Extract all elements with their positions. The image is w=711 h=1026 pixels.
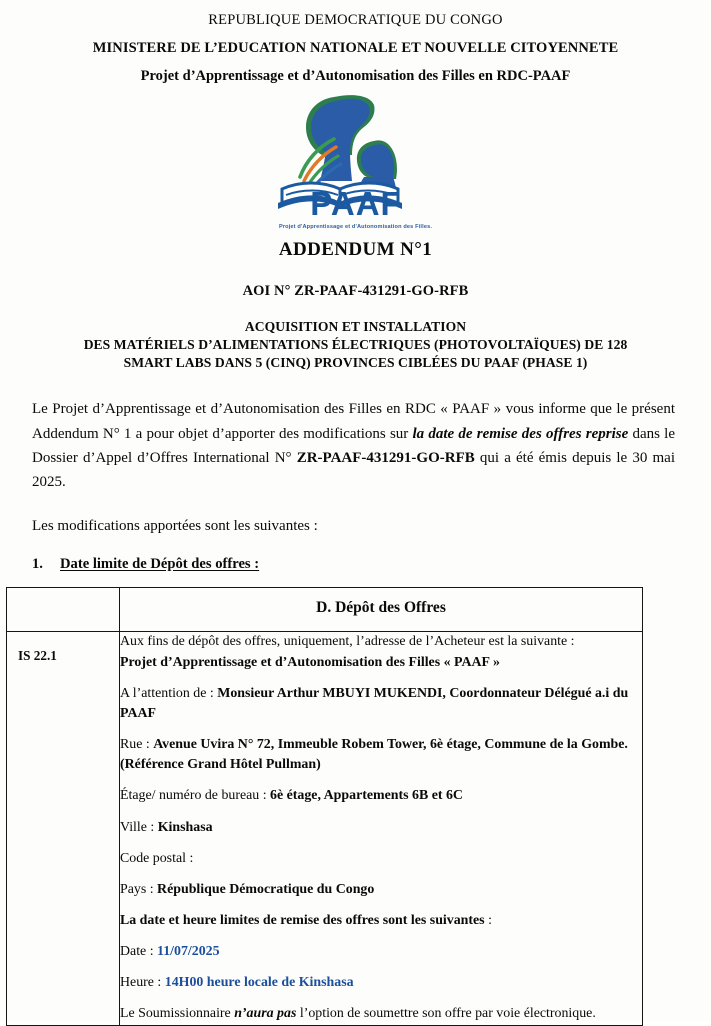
deadline-date-line [120, 942, 642, 962]
table-row-content-cell [120, 632, 643, 1025]
header-ministry-line: MINISTERE DE L’EDUCATION NATIONALE ET NOUVELLE CITOYENNETE [92, 40, 619, 56]
numbered-item-label: Date limite de Dépôt des offres : [60, 556, 260, 573]
table-row-code-cell [7, 632, 120, 1025]
address-intro-bold: Projet d’Apprentissage et d’Autonomisation des Filles « PAAF » [120, 654, 500, 670]
table-header-title: D. Dépôt des Offres [316, 599, 446, 617]
numbered-item-index: 1. [32, 556, 43, 573]
electronic-part-1: Le Soumissionnaire [120, 1006, 235, 1022]
deadline-time-label: Heure : [120, 975, 165, 991]
subject-line-1: ACQUISITION ET INSTALLATION [244, 319, 467, 334]
intro-part-3: qui a été émis depuis le 30 mai 2025. [32, 449, 675, 491]
header-country-line: REPUBLIQUE DEMOCRATIQUE DU CONGO [208, 12, 503, 28]
attention-plain: A l’attention de : [120, 685, 218, 701]
intro-paragraph [32, 397, 675, 494]
table-row-code: IS 22.1 [18, 648, 57, 664]
aoi-reference: AOI N° ZR-PAAF-431291-GO-RFB [242, 283, 469, 299]
table-header-row [7, 588, 643, 632]
table-header-code-cell [7, 588, 120, 632]
floor-line [120, 786, 642, 806]
deadline-time-line [120, 973, 642, 993]
country-plain: Pays : [120, 881, 158, 897]
deadline-heading-bold: La date et heure limites de remise des offres sont les suivantes [120, 912, 485, 928]
deadline-date-label: Date : [120, 944, 158, 960]
street-plain: Rue : [120, 737, 154, 753]
electronic-emphasis: n’aura pas [234, 1006, 297, 1022]
body-area [0, 397, 711, 573]
deadline-heading-line [120, 911, 642, 931]
paaf-logo-icon [256, 89, 456, 221]
electronic-submission-line [120, 1004, 642, 1024]
paaf-logo-tagline: Projet d'Apprentissage et d'Autonomisation des Filles. [278, 224, 433, 230]
deadline-time-value: 14H00 heure locale de Kinshasa [164, 975, 354, 991]
attention-line [120, 684, 642, 724]
attention-bold: Monsieur Arthur MBUYI MUKENDI, Coordonnateur Délégué a.i du PAAF [120, 685, 629, 721]
city-plain: Ville : [120, 819, 158, 835]
deadline-heading-tail: : [484, 912, 492, 928]
postal-code-line [120, 849, 642, 869]
paaf-wordmark-text: PAAF [309, 185, 402, 221]
paaf-logo [0, 89, 711, 224]
intro-emphasis-1: la date de remise des offres reprise [412, 425, 629, 442]
title-block [0, 239, 711, 372]
address-intro-line [120, 632, 642, 672]
postal-code-plain: Code postal : [120, 850, 194, 866]
table-row [7, 632, 643, 1025]
city-line [120, 818, 642, 838]
city-bold: Kinshasa [157, 819, 213, 835]
floor-plain: Étage/ numéro de bureau : [120, 788, 271, 804]
country-line [120, 880, 642, 900]
modifications-intro: Les modifications apportées sont les suivantes : [32, 518, 318, 535]
intro-part-1: Le Projet d’Apprentissage et d’Autonomisation des Filles en RDC « PAAF » vous informe que le présent Addendum N° 1 a pour objet d’apporter des modifications sur [32, 401, 675, 442]
country-bold: République Démocratique du Congo [157, 881, 375, 897]
subject-block [0, 318, 711, 372]
table-header-title-cell [120, 588, 643, 632]
document-title: ADDENDUM N°1 [278, 239, 433, 260]
subject-line-3: SMART LABS DANS 5 (CINQ) PROVINCES CIBLÉES DU PAAF (PHASE 1) [123, 355, 588, 371]
intro-part-2: dans le Dossier d’Appel d’Offres International N° [32, 425, 675, 466]
street-bold: Avenue Uvira N° 72, Immeuble Robem Tower, 6è étage, Commune de la Gombe. (Référence Grand Hôtel Pullman) [120, 737, 628, 773]
header-project-line: Projet d’Apprentissage et d’Autonomisation des Filles en RDC-PAAF [140, 68, 571, 84]
address-intro-plain: Aux fins de dépôt des offres, uniquement, l’adresse de l’Acheteur est la suivante : [120, 634, 575, 650]
street-line [120, 735, 642, 775]
subject-line-2: DES MATÉRIELS D’ALIMENTATIONS ÉLECTRIQUES (PHOTOVOLTAÏQUES) DE 128 [83, 337, 628, 353]
electronic-part-2: l’option de soumettre son offre par voie électronique. [296, 1006, 596, 1022]
document-header [0, 0, 711, 85]
deadline-date-value: 11/07/2025 [157, 944, 220, 960]
intro-emphasis-2: ZR-PAAF-431291-GO-RFB [296, 449, 475, 466]
floor-bold: 6è étage, Appartements 6B et 6C [270, 788, 463, 804]
deposit-table [6, 587, 643, 1025]
numbered-item-1 [32, 556, 675, 573]
deposit-table-wrapper [0, 587, 711, 1025]
